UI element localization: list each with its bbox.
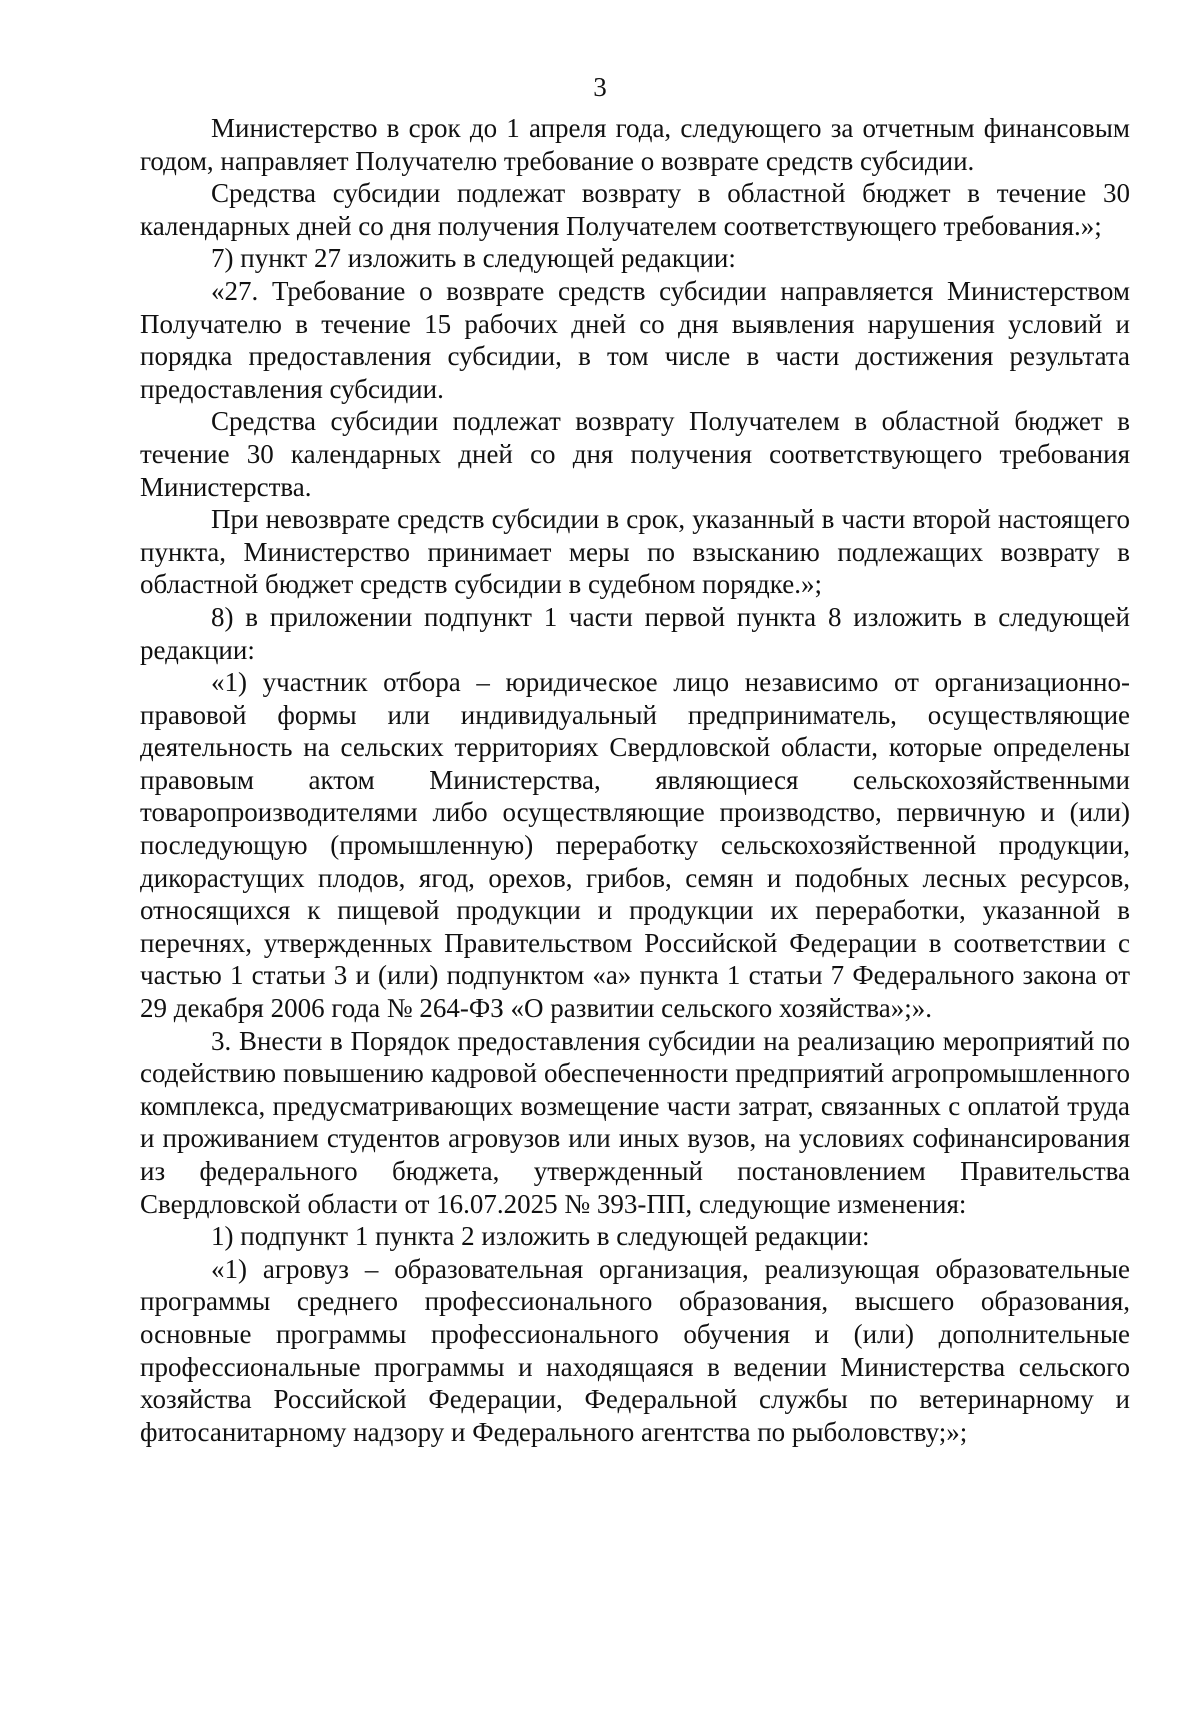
- paragraph-section-3-item-1-intro: 1) подпункт 1 пункта 2 изложить в следующей редакции:: [211, 1221, 870, 1252]
- paragraph-participant-definition: «1) участник отбора – юридическое лицо независимо от организационно-правовой формы или индивидуальный предприниматель, осуществляющие деятельность на сельских территориях Свердловской области, которые определены правовым актом Министерства, являющиеся сельскохозяйственными товаропроизводителями либо осуществляющие производство, первичную и (или) последующую (промышленную) переработку сельскохозяйственной продукции, дикорастущих плодов, ягод, орехов, грибов, семян и подобных лесных ресурсов, относящихся к пищевой продукции и продукции их переработки, указанной в перечнях, утвержденных Правительством Российской Федерации в соответствии с частью 1 статьи 3 и (или) подпунктом «а» пункта 1 статьи 7 Федерального закона от 29 декабря 2006 года № 264-ФЗ «О развитии сельского хозяйства»;».: [140, 667, 1130, 1024]
- paragraph-return-period: Средства субсидии подлежат возврату в областной бюджет в течение 30 календарных дней со дня получения Получателем соответствующего требования.»;: [140, 178, 1130, 241]
- paragraph-item-7-intro: 7) пункт 27 изложить в следующей редакции:: [211, 243, 736, 274]
- paragraph-point-27: «27. Требование о возврате средств субсидии направляется Министерством Получателю в течение 15 рабочих дней со дня выявления нарушения условий и порядка предоставления субсидии, в том числе в части достижения результата предоставления субсидии.: [140, 275, 1130, 404]
- paragraph-agrovuz-definition: «1) агровуз – образовательная организация, реализующая образовательные программы среднего профессионального образования, высшего образования, основные программы профессионального обучения и (или) дополнительные профессиональные программы и находящаяся в ведении Министерства сельского хозяйства Российской Федерации, Федеральной службы по ветеринарному и фитосанитарному надзору и Федерального агентства по рыболовству;»;: [140, 1253, 1130, 1447]
- paragraph-section-3: 3. Внести в Порядок предоставления субсидии на реализацию мероприятий по содействию повышению кадровой обеспеченности предприятий агропромышленного комплекса, предусматривающих возмещение части затрат, связанных с оплатой труда и проживанием студентов агровузов или иных вузов, на условиях софинансирования из федерального бюджета, утвержденный постановлением Правительства Свердловской области от 16.07.2025 № 393-ПП, следующие изменения:: [140, 1025, 1130, 1219]
- paragraph-point-27-enforcement: При невозврате средств субсидии в срок, указанный в части второй настоящего пункта, Министерство принимает меры по взысканию подлежащих возврату в областной бюджет средств субсидии в судебном порядке.»;: [140, 504, 1130, 600]
- paragraph-item-8-intro: 8) в приложении подпункт 1 части первой пункта 8 изложить в следующей редакции:: [140, 601, 1130, 665]
- page-number: 3: [593, 72, 607, 102]
- document-body: [140, 112, 1130, 1448]
- paragraph-return-request-deadline: Министерство в срок до 1 апреля года, следующего за отчетным финансовым годом, направляет Получателю требование о возврате средств субсидии.: [140, 113, 1130, 176]
- paragraph-point-27-return: Средства субсидии подлежат возврату Получателем в областной бюджет в течение 30 календарных дней со дня получения соответствующего требования Министерства.: [140, 406, 1130, 502]
